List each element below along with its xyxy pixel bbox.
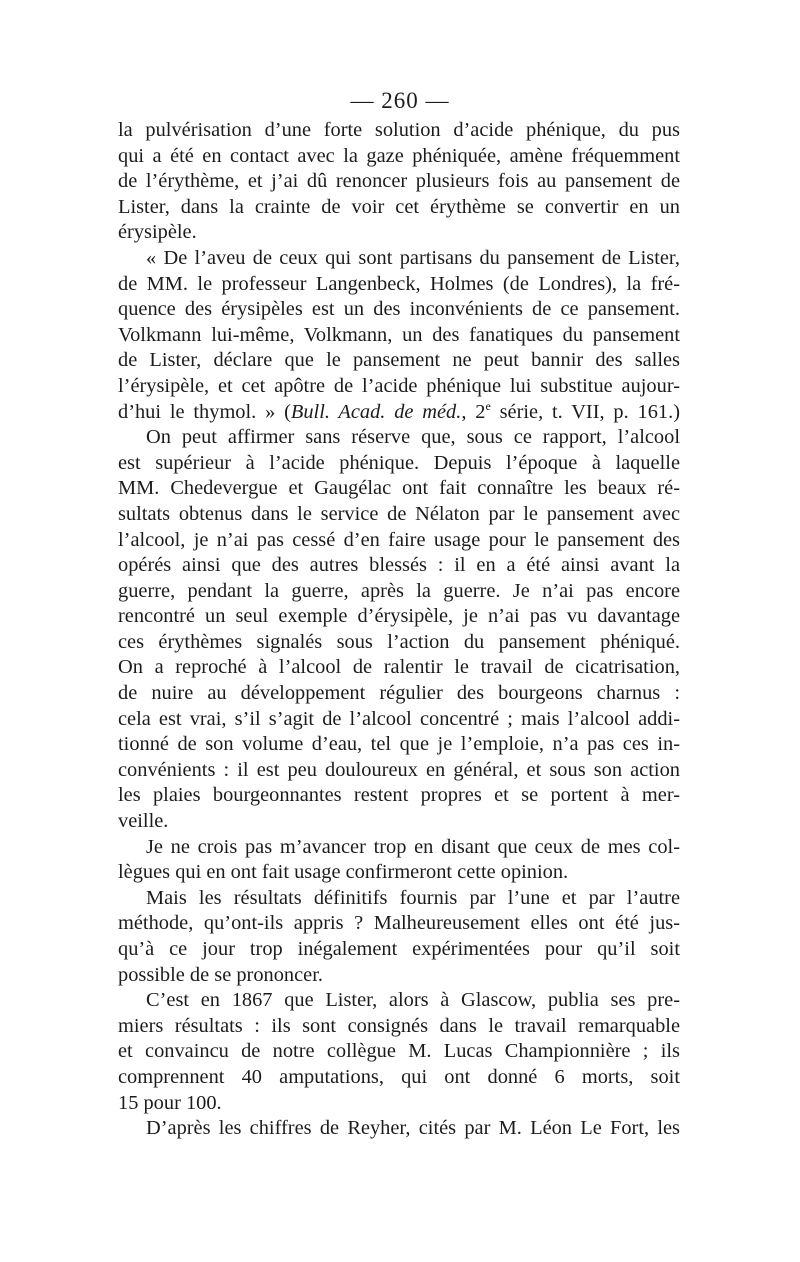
ordinal-superscript: e: [485, 398, 491, 413]
text-line: convénients : il est peu douloureux en général, et sous son action: [118, 758, 680, 781]
text-line: la pulvérisation d’une forte solution d’acide phénique, du pus: [118, 119, 680, 141]
paragraph-5: [118, 886, 680, 988]
text-line: MM. Chedevergue et Gaugélac ont fait connaître les beaux ré-: [118, 477, 680, 500]
text-line: C’est en 1867 que Lister, alors à Glascow, publia ses pre-: [146, 989, 680, 1012]
paragraph-6: [118, 988, 680, 1116]
text-line: l’érysipèle, et cet apôtre de l’acide phénique lui substitue aujour-: [118, 374, 680, 397]
paragraph-4: [118, 835, 680, 886]
text-line: Mais les résultats définitifs fournis par l’une et par l’autre: [146, 886, 680, 909]
text-line: On peut affirmer sans réserve que, sous ce rapport, l’alcool: [146, 426, 680, 449]
text-line: est supérieur à l’acide phénique. Depuis l’époque à laquelle: [118, 451, 680, 474]
journal-title: Bull. Acad. de méd.: [290, 400, 462, 423]
text-line: de MM. le professeur Langenbeck, Holmes (de Londres), la fré-: [118, 272, 680, 295]
text-line: D’après les chiffres de Reyher, cités par M. Léon Le Fort, les: [146, 1117, 680, 1140]
body-text: [118, 118, 680, 1142]
paragraph-3: [118, 425, 680, 835]
text-line: « De l’aveu de ceux qui sont partisans du pansement de Lister,: [146, 246, 680, 269]
text-line: tionné de son volume d’eau, tel que je l’emploie, n’a pas ces in-: [118, 733, 680, 756]
text-line: de l’érythème, et j’ai dû renoncer plusieurs fois au pansement de: [118, 170, 680, 193]
text-line: rencontré un seul exemple d’érysipèle, je n’ai pas vu davantage: [118, 605, 680, 628]
text-line: Je ne crois pas m’avancer trop en disant que ceux de mes col-: [146, 835, 680, 858]
text-line: ces érythèmes signalés sous l’action du pansement phéniqué.: [118, 630, 680, 653]
text-line: opérés ainsi que des autres blessés : il en a été ainsi avant la: [118, 554, 680, 577]
text-line: guerre, pendant la guerre, après la guerre. Je n’ai pas encore: [118, 579, 680, 602]
text-line: sultats obtenus dans le service de Nélaton par le pansement avec: [118, 502, 680, 525]
text-line: lègues qui en ont fait usage confirmeront cette opinion.: [118, 861, 569, 884]
paragraph-2: [118, 246, 680, 425]
text-line: qui a été en contact avec la gaze phéniquée, amène fréquemment: [118, 144, 680, 167]
citation-text-middle: , 2: [461, 400, 486, 423]
text-line: et convaincu de notre collègue M. Lucas Championnière ; ils: [118, 1040, 680, 1063]
paragraph-7: [118, 1116, 680, 1142]
citation-line: [118, 400, 680, 426]
citation-text-after: série, t. VII, p. 161.): [490, 400, 680, 423]
text-line: méthode, qu’ont-ils appris ? Malheureusement elles ont été jus-: [118, 912, 680, 935]
text-line: Lister, dans la crainte de voir cet érythème se convertir en un: [118, 195, 680, 218]
text-line: comprennent 40 amputations, qui ont donné 6 morts, soit: [118, 1065, 680, 1088]
text-line: l’alcool, je n’ai pas cessé d’en faire usage pour le pansement des: [118, 528, 680, 551]
text-line: de Lister, déclare que le pansement ne peut bannir des salles: [118, 349, 680, 372]
text-line: On a reproché à l’alcool de ralentir le travail de cicatrisation,: [118, 656, 680, 679]
text-line: de nuire au développement régulier des bourgeons charnus :: [118, 682, 680, 705]
text-line: veille.: [118, 810, 169, 833]
text-line: qu’à ce jour trop inégalement expérimentées pour qu’il soit: [118, 938, 680, 960]
text-line: 15 pour 100.: [118, 1091, 222, 1114]
text-line: érysipèle.: [118, 221, 197, 244]
text-line: les plaies bourgeonnantes restent propres et se portent à mer-: [118, 784, 680, 807]
text-line: quence des érysipèles est un des inconvénients de ce pansement.: [118, 298, 680, 321]
page-number: — 260 —: [350, 88, 450, 113]
text-line: cela est vrai, s’il s’agit de l’alcool concentré ; mais l’alcool addi-: [118, 707, 680, 730]
text-line: miers résultats : ils sont consignés dans le travail remarquable: [118, 1014, 680, 1037]
paragraph-1: [118, 118, 680, 246]
text-line: possible de se prononcer.: [118, 963, 323, 986]
text-line: Volkmann lui-même, Volkmann, un des fanatiques du pansement: [118, 323, 680, 346]
citation-text-before: d’hui le thymol. » (: [118, 400, 291, 423]
